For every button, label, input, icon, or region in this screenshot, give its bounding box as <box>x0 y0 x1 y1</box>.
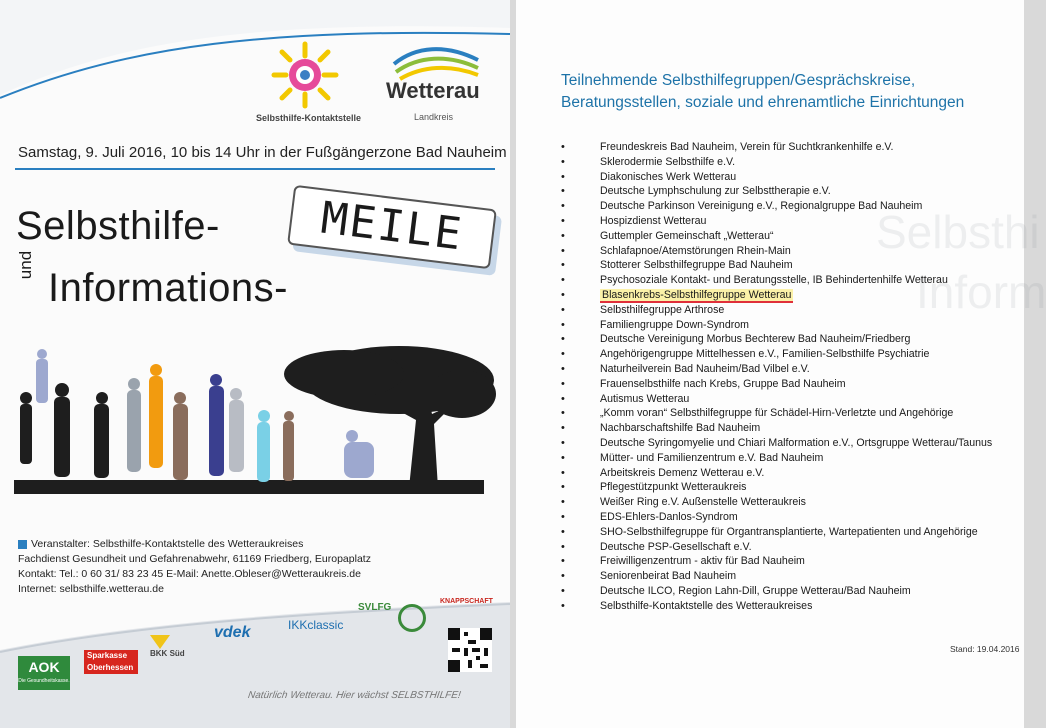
participants-heading <box>561 70 964 114</box>
heading-line-1: Teilnehmende Selbsthilfegruppen/Gesprächskreise, <box>561 72 916 89</box>
participant-item <box>558 510 992 525</box>
participant-item <box>558 480 992 495</box>
event-date-line: Samstag, 9. Juli 2016, 10 bis 14 Uhr in der Fußgängerzone Bad Nauheim <box>18 144 507 161</box>
participant-item <box>558 599 992 614</box>
organizer-info <box>18 537 371 597</box>
participants-list <box>558 140 992 614</box>
participant-name: Arbeitskreis Demenz Wetterau e.V. <box>600 466 765 479</box>
meile-badge: MEILE <box>287 185 497 269</box>
participant-name: Weißer Ring e.V. Außenstelle Wetteraukreis <box>600 496 806 509</box>
participant-item <box>558 436 992 451</box>
participant-name: Familiengruppe Down-Syndrom <box>600 318 749 331</box>
participant-name: Blasenkrebs-Selbsthilfegruppe Wetterau <box>602 288 792 301</box>
participant-name: Mütter- und Familienzentrum e.V. Bad Nauheim <box>600 451 824 464</box>
participant-item <box>558 377 992 392</box>
participant-name: Angehörigengruppe Mittelhessen e.V., Familien-Selbsthilfe Psychiatrie <box>600 348 930 361</box>
ikk-classic-logo: IKKclassic <box>288 618 344 632</box>
participant-name: Nachbarschaftshilfe Bad Nauheim <box>600 422 761 435</box>
kontaktstelle-caption: Selbsthilfe-Kontaktstelle <box>256 113 362 123</box>
bkk-sued-logo: BKK Süd <box>150 635 190 665</box>
slogan: Natürlich Wetterau. Hier wächst SELBSTHILFE! <box>247 690 462 701</box>
participant-item <box>558 584 992 599</box>
title-line-1: Selbsthilfe- <box>16 204 220 248</box>
participant-item <box>558 554 992 569</box>
participant-name: Selbsthilfegruppe Arthrose <box>600 303 725 316</box>
bullet-square-icon <box>18 540 27 549</box>
participant-name: Deutsche ILCO, Region Lahn-Dill, Gruppe Wetterau/Bad Nauheim <box>600 584 911 597</box>
participant-item <box>558 318 992 333</box>
participant-name: Diakonisches Werk Wetterau <box>600 170 737 183</box>
organizer-line-4: Internet: selbsthilfe.wetterau.de <box>18 583 164 595</box>
participant-name: Selbsthilfe-Kontaktstelle des Wetteraukreises <box>600 599 813 612</box>
participant-name: Deutsche Lymphschulung zur Selbsttherapie e.V. <box>600 185 831 198</box>
participant-name: Frauenselbsthilfe nach Krebs, Gruppe Bad Nauheim <box>600 377 846 390</box>
participant-item <box>558 155 992 170</box>
participant-name: EDS-Ehlers-Danlos-Syndrom <box>600 510 738 523</box>
participant-item <box>558 332 992 347</box>
participant-name: Psychosoziale Kontakt- und Beratungsstelle, IB Behindertenhilfe Wetterau <box>600 274 948 287</box>
bkk-emblem-icon <box>150 635 170 649</box>
footer-swoosh-decoration <box>0 590 510 728</box>
participant-item <box>558 244 992 259</box>
participant-name: Naturheilverein Bad Nauheim/Bad Vilbel e.V. <box>600 362 810 375</box>
participant-item <box>558 362 992 377</box>
participant-item <box>558 466 992 481</box>
landkreis-label: Landkreis <box>414 112 454 122</box>
participant-name: Autismus Wetterau <box>600 392 690 405</box>
vdek-logo: vdek <box>214 624 251 641</box>
participant-name: Deutsche Parkinson Vereinigung e.V., Regionalgruppe Bad Nauheim <box>600 200 923 213</box>
selbsthilfe-sun-logo <box>270 40 340 110</box>
participant-item <box>558 184 992 199</box>
organizer-line-2: Fachdienst Gesundheit und Gefahrenabwehr, 61169 Friedberg, Europaplatz <box>18 553 371 565</box>
wetterau-name: Wetterau <box>386 78 480 103</box>
participant-item <box>558 170 992 185</box>
participant-name: Pflegestützpunkt Wetteraukreis <box>600 481 747 494</box>
participant-item <box>558 303 992 318</box>
participant-item <box>558 406 992 421</box>
participant-item <box>558 569 992 584</box>
organizer-line-1: Veranstalter: Selbsthilfe-Kontaktstelle des Wetteraukreises <box>31 538 304 550</box>
participant-name: Schlafapnoe/Atemstörungen Rhein-Main <box>600 244 791 257</box>
participant-item <box>558 273 992 288</box>
divider <box>15 168 495 170</box>
participant-name: Deutsche Vereinigung Morbus Bechterew Bad Nauheim/Friedberg <box>600 333 911 346</box>
participant-name: SHO-Selbsthilfegruppe für Organtransplantierte, Wartepatienten und Angehörige <box>600 525 978 538</box>
participant-name: Freundeskreis Bad Nauheim, Verein für Suchtkrankenhilfe e.V. <box>600 141 894 153</box>
bleed-through-decoration: Inform <box>916 266 1046 318</box>
sparkasse-logo: Sparkasse Oberhessen <box>84 650 138 676</box>
title-und: und <box>16 250 35 280</box>
participant-item <box>558 258 992 273</box>
qr-code-icon <box>448 628 492 672</box>
bleed-through-decoration: Selbsthi <box>876 206 1040 258</box>
people-tree-silhouette-illustration <box>14 338 494 508</box>
heading-line-2: Beratungsstellen, soziale und ehrenamtliche Einrichtungen <box>561 94 965 111</box>
participant-item <box>558 540 992 555</box>
title-line-2: Informations- <box>48 266 288 310</box>
participant-item <box>558 421 992 436</box>
participant-name: „Komm voran“ Selbsthilfegruppe für Schädel-Hirn-Verletzte und Angehörige <box>600 407 954 420</box>
participant-name: Stotterer Selbsthilfegruppe Bad Nauheim <box>600 259 793 272</box>
svlfg-emblem-icon <box>398 604 426 632</box>
participant-name: Deutsche PSP-Gesellschaft e.V. <box>600 540 752 553</box>
participant-item <box>558 525 992 540</box>
aok-logo: AOK Die Gesundheitskasse. <box>18 656 70 690</box>
participant-item <box>558 229 992 244</box>
participant-item <box>558 392 992 407</box>
knappschaft-logo: KNAPPSCHAFT <box>440 598 493 605</box>
participants-page <box>516 0 1046 728</box>
stand-date: Stand: 19.04.2016 <box>950 644 1020 654</box>
participant-name: Guttempler Gemeinschaft „Wetterau“ <box>600 229 774 242</box>
participant-name: Sklerodermie Selbsthilfe e.V. <box>600 155 736 168</box>
participant-item <box>558 140 992 155</box>
participant-item <box>558 347 992 362</box>
participant-name: Hospizdienst Wetterau <box>600 214 707 227</box>
participant-name: Freiwilligenzentrum - aktiv für Bad Nauheim <box>600 555 805 568</box>
participant-item <box>558 495 992 510</box>
participant-item <box>558 288 992 303</box>
participant-item <box>558 451 992 466</box>
participant-name: Deutsche Syringomyelie und Chiari Malformation e.V., Ortsgruppe Wetterau/Taunus <box>600 436 993 449</box>
flyer-front-page <box>0 0 510 728</box>
svlfg-logo: SVLFG <box>358 602 392 613</box>
participant-name: Seniorenbeirat Bad Nauheim <box>600 570 737 583</box>
participant-item <box>558 214 992 229</box>
participant-item <box>558 199 992 214</box>
organizer-line-3: Kontakt: Tel.: 0 60 31/ 83 23 45 E-Mail: Anette.Obleser@Wetteraukreis.de <box>18 568 361 580</box>
